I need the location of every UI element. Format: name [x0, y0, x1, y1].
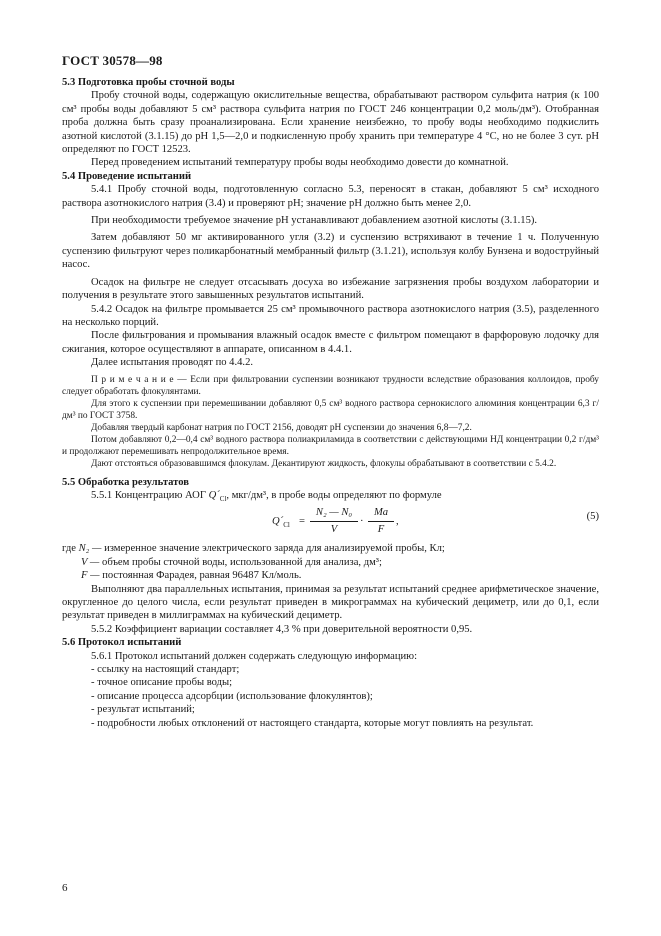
- paragraph: При необходимости требуемое значение рН устанавливают добавлением азотной кислоты (3.1.15).: [91, 215, 538, 227]
- where-label: где: [62, 543, 76, 555]
- paragraph: [62, 489, 599, 502]
- paragraph: Затем добавляют 50 мг активированного угля (3.2) и суспензию встряхивают в течение 1 ч. Полученную суспензию фильтруют через поликарбонатный мембранный фильтр (3.1.21), используя колбу Бунзена и водоструйный насос.: [62, 232, 599, 271]
- list-item: - точное описание пробы воды;: [91, 677, 233, 689]
- fraction-numerator: N₂ — N₀: [315, 507, 353, 519]
- section-heading-5-4: 5.4 Проведение испытаний: [62, 170, 192, 182]
- definition-text: объем пробы сточной воды, использованной для анализа, дм³;: [102, 556, 382, 568]
- paragraph: Осадок на фильтре не следует отсасывать досуха во избежание загрязнения пробы воздухом лаборатории и получения в результате этого завышенных результатов испытаний.: [62, 276, 599, 302]
- paragraph: 5.4.2 Осадок на фильтре промывается 25 см³ промывочного раствора азотнокислого натрия (3.5), разделенного на несколько порций.: [62, 303, 599, 328]
- fraction-denominator: V: [330, 523, 338, 535]
- note-label: П р и м е ч а н и е: [91, 374, 174, 385]
- list-item: - результат испытаний;: [91, 704, 195, 716]
- list-item: - описание процесса адсорбции (использование флокулянтов);: [91, 690, 373, 702]
- list-item-last: - подробности любых отклонений от настоящего стандарта, которые могут повлиять на результат.: [91, 717, 534, 729]
- formula-fraction-2: [368, 506, 394, 536]
- page-number: 6: [62, 882, 68, 894]
- definition-row: [81, 556, 599, 569]
- formula-equals: =: [299, 516, 305, 528]
- note-text: — Если при фильтровании суспензии возникают трудности вследствие образования коллоидов, пробу следует обработать флокулянтами.: [62, 374, 599, 397]
- paragraph-text: 5.5.1 Концентрацию АОГ: [91, 489, 209, 501]
- requirements-list: [62, 663, 599, 717]
- formula-comma: ,: [396, 516, 399, 528]
- section-heading-5-6: 5.6 Протокол испытаний: [62, 637, 182, 649]
- note: Добавляя твердый карбонат натрия по ГОСТ 2156, доводят рН суспензии до значения 6,8—7,2.: [91, 422, 472, 433]
- definitions: [62, 542, 599, 582]
- definition-symbol: N₂ —: [78, 543, 102, 555]
- section-heading-5-3: 5.3 Подготовка пробы сточной воды: [62, 77, 235, 88]
- definition-row: [62, 542, 599, 555]
- section-heading-5-5: 5.5 Обработка результатов: [62, 476, 189, 488]
- page-header: ГОСТ 30578—98: [62, 53, 163, 68]
- fraction-bar: [368, 521, 394, 522]
- definition-symbol: V —: [81, 556, 100, 568]
- note: Для этого к суспензии при перемешивании добавляют 0,5 см³ водного раствора сернокислого алюминия концентрации 6,3 г/дм³ по ГОСТ 3758.: [62, 398, 599, 421]
- document-body: [62, 76, 599, 730]
- note: Потом добавляют 0,2—0,4 см³ водного раствора полиакриламида в соответствии с действующими НД концентрации 0,2 г/дм³ и продолжают перемешивать непродолжительное время.: [62, 434, 599, 457]
- symbol-subscript: Cl: [219, 495, 227, 504]
- definition-text: постоянная Фарадея, равная 96487 Кл/моль.: [102, 570, 302, 582]
- paragraph: Далее испытания проводят по 4.4.2.: [91, 357, 254, 369]
- formula-fraction-1: [310, 506, 358, 536]
- paragraph-text: , мкг/дм³, в пробе воды определяют по формуле: [226, 489, 442, 501]
- symbol-q: Q´: [208, 489, 220, 501]
- paragraph: 5.5.2 Коэффициент вариации составляет 4,3 % при доверительной вероятности 0,95.: [91, 623, 473, 635]
- formula-5: [62, 504, 599, 540]
- note: [62, 374, 599, 398]
- fraction-denominator: F: [377, 523, 385, 535]
- paragraph: 5.6.1 Протокол испытаний должен содержать следующую информацию:: [91, 650, 418, 662]
- definition-row: [81, 569, 599, 582]
- paragraph: 5.4.1 Пробу сточной воды, подготовленную согласно 5.3, переносят в стакан, добавляют 5 см³ исходного раствора азотнокислого натрия (3.4) и проверяют рН; значение рН должно быть менее 2,0.: [62, 184, 599, 209]
- formula-symbol: Q´: [272, 516, 284, 528]
- fraction-bar: [310, 521, 358, 522]
- definition-symbol: F —: [81, 570, 100, 582]
- formula-number: (5): [586, 511, 599, 523]
- formula-subscript: Cl: [283, 521, 290, 530]
- paragraph: Пробу сточной воды, содержащую окислительные вещества, обрабатывают раствором сульфита натрия (к 100 см³ пробы воды добавляют 5 см³ раствора сульфита натрия по ГОСТ 246 концентрации 0,2 моль/дм³). Отобранная проба должна быть сразу проанализирована. Если хранение неизбежно, то пробу воды необходимо подкислить азотной кислотой (3.1.15) до рН 1,5—2,0 и подкисленную пробу хранить при температуре 4 °С, но не более 3 сут. рН определяют по ГОСТ 12523.: [62, 90, 599, 156]
- paragraph: После фильтрования и промывания влажный осадок вместе с фильтром помещают в фарфоровую лодочку для сжигания, которое осуществляют в аппарате, описанном в 4.4.1.: [62, 330, 599, 355]
- paragraph: Выполняют два параллельных испытания, принимая за результат испытаний среднее арифметическое значение, округленное до целого числа, если результат приведен в микрограммах на кубический дециметр, или до 0,1, если результат приведен в миллиграммах на кубический дециметр.: [62, 583, 599, 622]
- formula-lhs: [272, 515, 290, 528]
- note: Дают отстояться образовавшимся флокулам. Декантируют жидкость, флокулы обрабатывают в соответствии с 5.4.2.: [91, 458, 557, 469]
- definition-text: измеренное значение электрического заряда для анализируемой пробы, Кл;: [104, 543, 445, 555]
- list-item: - ссылку на настоящий стандарт;: [91, 664, 240, 675]
- fraction-numerator: Ma: [373, 507, 389, 519]
- formula-dot: ·: [360, 516, 364, 528]
- paragraph: Перед проведением испытаний температуру пробы воды необходимо довести до комнатной.: [91, 157, 509, 169]
